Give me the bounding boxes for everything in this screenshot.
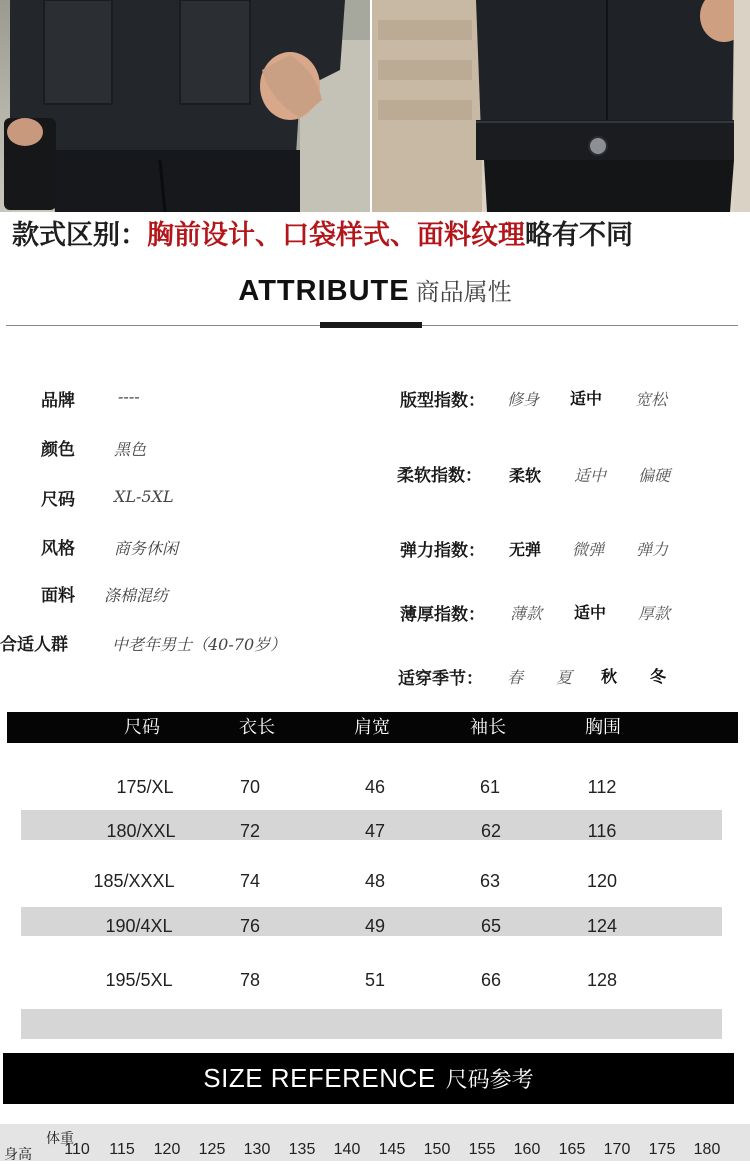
weight-column-header: 145 (378, 1141, 406, 1158)
style-difference-notice (12, 216, 742, 256)
fabric-value: 涤棉混纺 (104, 586, 169, 605)
table-cell-shoulder: 46 (364, 777, 386, 797)
header-size: 尺码 (124, 717, 160, 738)
weight-column-header: 110 (64, 1141, 90, 1158)
size-value: XL-5XL (114, 487, 174, 506)
thickness-option-medium: 适中 (574, 603, 607, 622)
attribute-heading-en: ATTRIBUTE (238, 275, 410, 307)
table-cell-chest: 112 (587, 777, 617, 797)
brand-label: 品牌 (41, 391, 75, 411)
table-row-stripe (21, 1009, 722, 1039)
audience-value: 中老年男士（40-70岁） (112, 635, 287, 654)
fit-index-label: 版型指数： (400, 391, 485, 411)
color-label: 颜色 (41, 440, 75, 460)
table-cell-chest: 116 (587, 821, 617, 841)
table-cell-length: 76 (239, 916, 261, 936)
weight-column-header: 120 (153, 1141, 181, 1158)
jacket-figure-right (372, 0, 750, 212)
fit-option-slim: 修身 (507, 390, 540, 409)
elasticity-option-none: 无弹 (509, 540, 542, 559)
season-option-winter: 冬 (650, 667, 667, 686)
attribute-heading-zh: 商品属性 (415, 278, 512, 306)
size-reference-title-zh: 尺码参考 (445, 1068, 534, 1093)
season-option-autumn: 秋 (601, 667, 618, 686)
weight-column-header: 135 (288, 1141, 316, 1158)
weight-column-header: 180 (693, 1141, 721, 1158)
softness-option-medium: 适中 (574, 466, 607, 485)
product-photo-right (372, 0, 750, 212)
header-length: 衣长 (239, 717, 275, 738)
season-option-summer: 夏 (556, 668, 573, 687)
table-cell-size: 190/4XL (105, 916, 173, 936)
table-cell-shoulder: 47 (364, 821, 386, 841)
table-cell-length: 74 (239, 871, 261, 891)
fit-option-regular: 适中 (570, 389, 603, 408)
notice-highlight: 胸前设计、口袋样式、面料纹理 (147, 220, 525, 251)
table-cell-shoulder: 51 (364, 970, 386, 990)
weight-column-header: 175 (648, 1141, 676, 1158)
size-label: 尺码 (41, 490, 75, 510)
thickness-option-thin: 薄款 (510, 604, 543, 623)
color-value: 黑色 (114, 440, 147, 459)
weight-column-header: 130 (243, 1141, 271, 1158)
product-photo-left (0, 0, 370, 212)
size-table-header (7, 712, 738, 743)
elasticity-index-label: 弹力指数： (400, 541, 485, 561)
header-sleeve: 袖长 (470, 717, 506, 738)
corner-height-label: 身高 (4, 1147, 32, 1163)
elasticity-option-stretch: 弹力 (636, 540, 669, 559)
season-label: 适穿季节： (398, 669, 483, 689)
table-cell-sleeve: 63 (479, 871, 501, 891)
table-cell-size: 195/5XL (105, 970, 173, 990)
weight-column-header: 125 (198, 1141, 226, 1158)
table-cell-shoulder: 48 (364, 871, 386, 891)
weight-column-header: 140 (333, 1141, 361, 1158)
header-chest: 胸围 (585, 717, 621, 738)
notice-suffix: 略有不同 (525, 220, 633, 251)
table-cell-length: 70 (239, 777, 261, 797)
weight-column-header: 165 (558, 1141, 586, 1158)
table-cell-chest: 128 (586, 970, 618, 990)
thickness-index-label: 薄厚指数： (400, 605, 485, 625)
size-reference-title (3, 1053, 734, 1104)
thickness-option-thick: 厚款 (638, 604, 671, 623)
header-shoulder: 肩宽 (354, 717, 390, 738)
softness-option-soft: 柔软 (509, 466, 542, 485)
fit-option-loose: 宽松 (635, 390, 668, 409)
brand-value: ---- (118, 387, 140, 406)
table-cell-shoulder: 49 (364, 916, 386, 936)
table-cell-sleeve: 65 (480, 916, 502, 936)
table-cell-size: 185/XXXL (93, 871, 175, 891)
table-cell-length: 72 (239, 821, 261, 841)
table-cell-sleeve: 66 (480, 970, 502, 990)
table-cell-size: 175/XL (116, 777, 174, 797)
audience-label: 合适人群 (0, 635, 68, 655)
weight-column-header: 160 (513, 1141, 541, 1158)
table-cell-sleeve: 62 (480, 821, 502, 841)
jacket-figure-left (0, 0, 370, 212)
corner-weight-label: 体重 (46, 1131, 74, 1147)
table-cell-size: 180/XXL (106, 821, 176, 841)
size-reference-banner (3, 1053, 734, 1104)
softness-index-label: 柔软指数： (397, 466, 482, 486)
attribute-heading (0, 272, 750, 308)
notice-prefix: 款式区别： (12, 220, 147, 251)
weight-column-header: 155 (468, 1141, 496, 1158)
table-cell-length: 78 (239, 970, 261, 990)
elasticity-option-slight: 微弹 (572, 540, 605, 559)
weight-column-header: 170 (603, 1141, 631, 1158)
softness-option-hard: 偏硬 (638, 466, 671, 485)
weight-column-header: 150 (423, 1141, 451, 1158)
size-reference-title-en: SIZE REFERENCE (203, 1063, 436, 1093)
style-label: 风格 (41, 539, 75, 559)
fabric-label: 面料 (41, 586, 75, 606)
table-cell-chest: 120 (586, 871, 618, 891)
season-option-spring: 春 (507, 668, 524, 687)
weight-column-header: 115 (109, 1141, 135, 1158)
table-cell-sleeve: 61 (479, 777, 501, 797)
table-cell-chest: 124 (586, 916, 618, 936)
style-value: 商务休闲 (114, 539, 179, 558)
heading-divider-accent (320, 322, 422, 328)
